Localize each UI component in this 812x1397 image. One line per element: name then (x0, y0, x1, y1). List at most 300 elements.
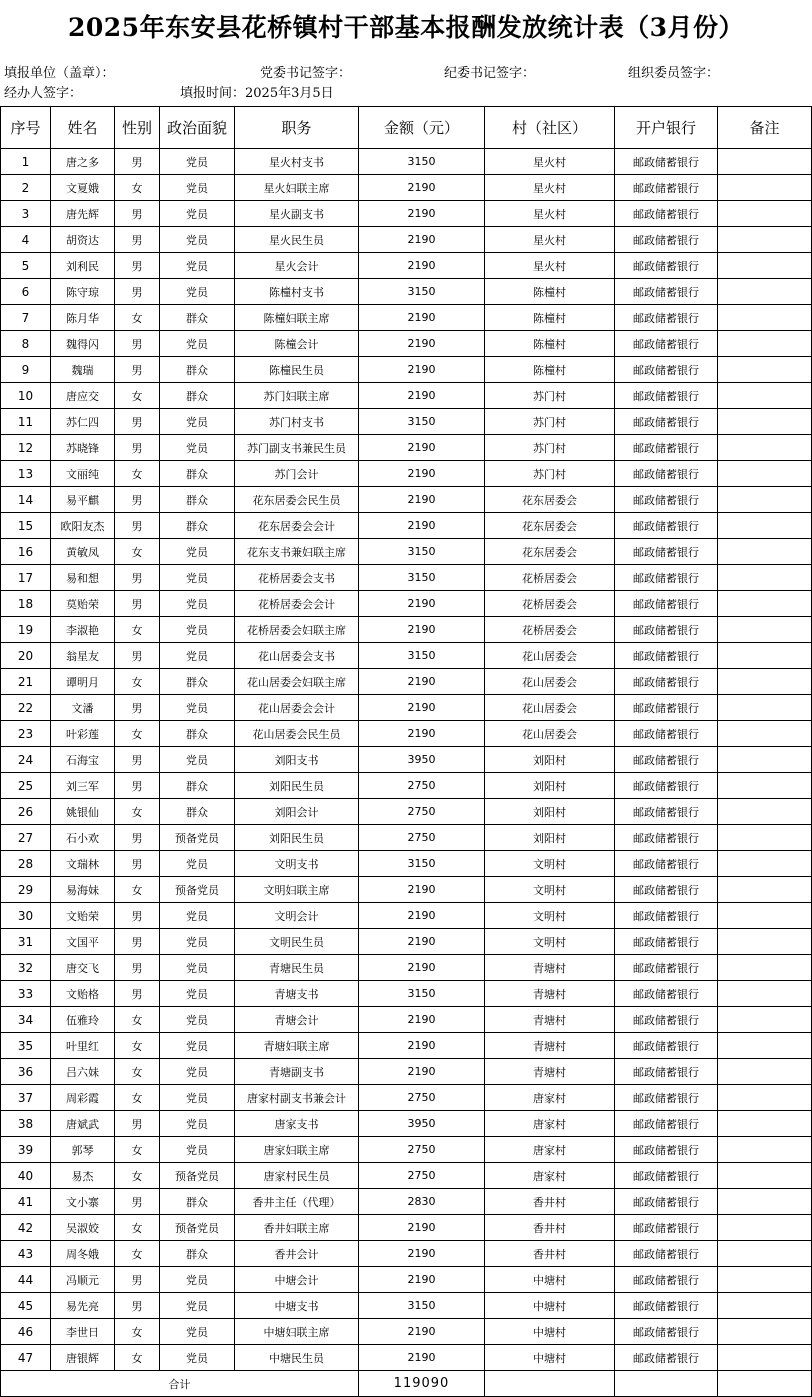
cell-position: 文明会计 (235, 903, 359, 929)
cell-political: 党员 (160, 981, 235, 1007)
cell-gender: 男 (115, 149, 160, 175)
table-row (1, 1267, 812, 1293)
cell-note (718, 721, 812, 747)
cell-political: 党员 (160, 331, 235, 357)
cell-name: 刘三军 (51, 773, 115, 799)
cell-bank: 邮政储蓄银行 (615, 435, 718, 461)
cell-bank: 邮政储蓄银行 (615, 175, 718, 201)
cell-name: 李世日 (51, 1319, 115, 1345)
cell-seq: 35 (1, 1033, 51, 1059)
cell-seq: 1 (1, 149, 51, 175)
party-secretary-label: 党委书记签字： (260, 66, 352, 81)
cell-name: 陈守琼 (51, 279, 115, 305)
cell-political: 党员 (160, 565, 235, 591)
cell-bank: 邮政储蓄银行 (615, 383, 718, 409)
cell-gender: 男 (115, 695, 160, 721)
cell-gender: 女 (115, 669, 160, 695)
cell-position: 星火村支书 (235, 149, 359, 175)
cell-name: 文瑞林 (51, 851, 115, 877)
cell-amount: 2750 (359, 773, 485, 799)
cell-position: 刘阳会计 (235, 799, 359, 825)
cell-political: 党员 (160, 253, 235, 279)
cell-village: 花桥居委会 (485, 565, 615, 591)
cell-position: 青塘副支书 (235, 1059, 359, 1085)
cell-political: 党员 (160, 851, 235, 877)
cell-note (718, 617, 812, 643)
cell-note (718, 409, 812, 435)
cell-note (718, 669, 812, 695)
cell-political: 党员 (160, 1293, 235, 1319)
cell-amount: 3150 (359, 643, 485, 669)
table-row (1, 357, 812, 383)
cell-position: 青塘民生员 (235, 955, 359, 981)
cell-seq: 10 (1, 383, 51, 409)
cell-gender: 男 (115, 435, 160, 461)
cell-name: 文小寨 (51, 1189, 115, 1215)
cell-note (718, 149, 812, 175)
cell-name: 苏晓锋 (51, 435, 115, 461)
discipline-secretary-label: 纪委书记签字： (444, 66, 536, 81)
cell-amount: 2190 (359, 721, 485, 747)
cell-gender: 男 (115, 331, 160, 357)
cell-political: 群众 (160, 461, 235, 487)
table-row (1, 1189, 812, 1215)
table-row (1, 227, 812, 253)
table-row (1, 1137, 812, 1163)
cell-gender: 女 (115, 1163, 160, 1189)
cell-name: 唐斌武 (51, 1111, 115, 1137)
cell-bank: 邮政储蓄银行 (615, 877, 718, 903)
cell-political: 群众 (160, 1189, 235, 1215)
cell-amount: 2190 (359, 1319, 485, 1345)
table-row (1, 1241, 812, 1267)
cell-gender: 女 (115, 383, 160, 409)
cell-position: 刘阳支书 (235, 747, 359, 773)
info-line-1 (4, 60, 808, 80)
cell-note (718, 487, 812, 513)
cell-village: 青塘村 (485, 1033, 615, 1059)
cell-amount: 3150 (359, 1293, 485, 1319)
cell-amount: 2190 (359, 1007, 485, 1033)
cell-gender: 男 (115, 1189, 160, 1215)
info-line-2 (4, 80, 808, 100)
cell-political: 党员 (160, 903, 235, 929)
cell-name: 易和想 (51, 565, 115, 591)
cell-village: 文明村 (485, 851, 615, 877)
cell-position: 苏门村支书 (235, 409, 359, 435)
cell-gender: 女 (115, 1345, 160, 1371)
cell-seq: 16 (1, 539, 51, 565)
cell-gender: 女 (115, 1085, 160, 1111)
cell-political: 群众 (160, 1241, 235, 1267)
cell-note (718, 461, 812, 487)
cell-name: 唐交飞 (51, 955, 115, 981)
cell-political: 党员 (160, 1085, 235, 1111)
cell-amount: 2830 (359, 1189, 485, 1215)
cell-position: 刘阳民生员 (235, 825, 359, 851)
column-header-gender: 性别 (115, 107, 160, 149)
cell-village: 苏门村 (485, 435, 615, 461)
cell-seq: 36 (1, 1059, 51, 1085)
cell-name: 易平麒 (51, 487, 115, 513)
cell-seq: 11 (1, 409, 51, 435)
cell-note (718, 383, 812, 409)
cell-position: 中塘妇联主席 (235, 1319, 359, 1345)
table-row (1, 305, 812, 331)
cell-name: 李淑艳 (51, 617, 115, 643)
cell-name: 易杰 (51, 1163, 115, 1189)
cell-bank: 邮政储蓄银行 (615, 1241, 718, 1267)
cell-name: 冯顺元 (51, 1267, 115, 1293)
cell-note (718, 331, 812, 357)
cell-gender: 男 (115, 1293, 160, 1319)
cell-gender: 男 (115, 487, 160, 513)
cell-amount: 2190 (359, 1345, 485, 1371)
cell-gender: 男 (115, 279, 160, 305)
table-row (1, 591, 812, 617)
cell-position: 苏门会计 (235, 461, 359, 487)
cell-position: 唐家村副支书兼会计 (235, 1085, 359, 1111)
cell-political: 党员 (160, 1111, 235, 1137)
cell-position: 星火妇联主席 (235, 175, 359, 201)
total-row (1, 1371, 812, 1397)
cell-village: 青塘村 (485, 1007, 615, 1033)
cell-seq: 13 (1, 461, 51, 487)
cell-gender: 男 (115, 773, 160, 799)
cell-political: 党员 (160, 409, 235, 435)
cell-gender: 女 (115, 175, 160, 201)
cell-village: 青塘村 (485, 955, 615, 981)
cell-village: 唐家村 (485, 1163, 615, 1189)
cell-note (718, 643, 812, 669)
cell-note (718, 1267, 812, 1293)
table-row (1, 799, 812, 825)
cell-political: 党员 (160, 279, 235, 305)
cell-seq: 30 (1, 903, 51, 929)
cell-bank: 邮政储蓄银行 (615, 1215, 718, 1241)
cell-name: 唐应交 (51, 383, 115, 409)
cell-gender: 男 (115, 747, 160, 773)
cell-bank: 邮政储蓄银行 (615, 799, 718, 825)
cell-bank: 邮政储蓄银行 (615, 1137, 718, 1163)
cell-seq: 46 (1, 1319, 51, 1345)
cell-bank: 邮政储蓄银行 (615, 851, 718, 877)
cell-note (718, 1241, 812, 1267)
compensation-table (0, 106, 812, 1397)
cell-bank: 邮政储蓄银行 (615, 1319, 718, 1345)
cell-political: 群众 (160, 669, 235, 695)
table-row (1, 487, 812, 513)
cell-position: 中塘民生员 (235, 1345, 359, 1371)
table-row (1, 981, 812, 1007)
cell-gender: 女 (115, 721, 160, 747)
cell-village: 花山居委会 (485, 669, 615, 695)
cell-village: 星火村 (485, 227, 615, 253)
cell-name: 叶彩莲 (51, 721, 115, 747)
cell-seq: 29 (1, 877, 51, 903)
cell-political: 党员 (160, 747, 235, 773)
cell-political: 党员 (160, 435, 235, 461)
cell-gender: 男 (115, 513, 160, 539)
cell-note (718, 929, 812, 955)
cell-seq: 9 (1, 357, 51, 383)
cell-seq: 33 (1, 981, 51, 1007)
cell-position: 香井会计 (235, 1241, 359, 1267)
cell-note (718, 539, 812, 565)
cell-political: 党员 (160, 201, 235, 227)
table-row (1, 1085, 812, 1111)
cell-position: 中塘支书 (235, 1293, 359, 1319)
cell-bank: 邮政储蓄银行 (615, 981, 718, 1007)
cell-bank: 邮政储蓄银行 (615, 331, 718, 357)
cell-amount: 3150 (359, 851, 485, 877)
cell-gender: 女 (115, 1137, 160, 1163)
cell-gender: 男 (115, 409, 160, 435)
column-header-position: 职务 (235, 107, 359, 149)
column-header-political: 政治面貌 (160, 107, 235, 149)
cell-village: 花东居委会 (485, 487, 615, 513)
cell-bank: 邮政储蓄银行 (615, 201, 718, 227)
cell-name: 石小欢 (51, 825, 115, 851)
cell-bank: 邮政储蓄银行 (615, 955, 718, 981)
cell-village: 唐家村 (485, 1111, 615, 1137)
cell-bank: 邮政储蓄银行 (615, 591, 718, 617)
cell-seq: 5 (1, 253, 51, 279)
cell-name: 郭琴 (51, 1137, 115, 1163)
table-row (1, 1007, 812, 1033)
cell-village: 唐家村 (485, 1085, 615, 1111)
cell-seq: 7 (1, 305, 51, 331)
cell-seq: 41 (1, 1189, 51, 1215)
table-row (1, 773, 812, 799)
cell-note (718, 591, 812, 617)
cell-position: 文明支书 (235, 851, 359, 877)
cell-gender: 女 (115, 799, 160, 825)
cell-note (718, 279, 812, 305)
cell-bank: 邮政储蓄银行 (615, 279, 718, 305)
cell-position: 陈橦妇联主席 (235, 305, 359, 331)
cell-note (718, 565, 812, 591)
cell-seq: 25 (1, 773, 51, 799)
cell-note (718, 1137, 812, 1163)
cell-gender: 男 (115, 565, 160, 591)
cell-position: 花桥居委会会计 (235, 591, 359, 617)
cell-amount: 2750 (359, 1085, 485, 1111)
cell-village: 中塘村 (485, 1319, 615, 1345)
cell-note (718, 1085, 812, 1111)
cell-amount: 2190 (359, 305, 485, 331)
cell-amount: 2190 (359, 461, 485, 487)
cell-note (718, 513, 812, 539)
cell-gender: 男 (115, 929, 160, 955)
column-header-amount: 金额（元） (359, 107, 485, 149)
cell-village: 香井村 (485, 1215, 615, 1241)
cell-bank: 邮政储蓄银行 (615, 721, 718, 747)
cell-village: 陈橦村 (485, 305, 615, 331)
cell-note (718, 1163, 812, 1189)
cell-political: 党员 (160, 1319, 235, 1345)
table-row (1, 1163, 812, 1189)
cell-position: 花山居委会支书 (235, 643, 359, 669)
cell-political: 党员 (160, 1007, 235, 1033)
cell-political: 党员 (160, 175, 235, 201)
cell-name: 魏瑞 (51, 357, 115, 383)
cell-amount: 2190 (359, 435, 485, 461)
cell-gender: 男 (115, 201, 160, 227)
cell-political: 预备党员 (160, 877, 235, 903)
unit-label: 填报单位（盖章）： (4, 66, 115, 81)
cell-seq: 8 (1, 331, 51, 357)
table-row (1, 669, 812, 695)
cell-name: 文国平 (51, 929, 115, 955)
cell-bank: 邮政储蓄银行 (615, 1345, 718, 1371)
table-row (1, 695, 812, 721)
cell-position: 陈橦村支书 (235, 279, 359, 305)
cell-gender: 男 (115, 851, 160, 877)
cell-name: 叶里红 (51, 1033, 115, 1059)
cell-bank: 邮政储蓄银行 (615, 695, 718, 721)
cell-seq: 37 (1, 1085, 51, 1111)
cell-amount: 3150 (359, 539, 485, 565)
cell-position: 星火副支书 (235, 201, 359, 227)
cell-amount: 2190 (359, 175, 485, 201)
cell-name: 易海妹 (51, 877, 115, 903)
cell-village: 花山居委会 (485, 695, 615, 721)
cell-political: 党员 (160, 695, 235, 721)
cell-note (718, 981, 812, 1007)
cell-note (718, 1319, 812, 1345)
cell-amount: 2190 (359, 903, 485, 929)
cell-village: 花东居委会 (485, 513, 615, 539)
cell-seq: 26 (1, 799, 51, 825)
cell-position: 青塘支书 (235, 981, 359, 1007)
cell-seq: 28 (1, 851, 51, 877)
cell-name: 胡资达 (51, 227, 115, 253)
cell-bank: 邮政储蓄银行 (615, 617, 718, 643)
cell-note (718, 305, 812, 331)
cell-seq: 34 (1, 1007, 51, 1033)
cell-gender: 女 (115, 539, 160, 565)
cell-village: 花桥居委会 (485, 591, 615, 617)
cell-political: 党员 (160, 539, 235, 565)
cell-seq: 6 (1, 279, 51, 305)
cell-bank: 邮政储蓄银行 (615, 565, 718, 591)
cell-name: 周彩霞 (51, 1085, 115, 1111)
cell-village: 刘阳村 (485, 799, 615, 825)
cell-amount: 2190 (359, 695, 485, 721)
cell-note (718, 1189, 812, 1215)
cell-bank: 邮政储蓄银行 (615, 929, 718, 955)
cell-seq: 39 (1, 1137, 51, 1163)
cell-gender: 女 (115, 1059, 160, 1085)
cell-village: 花山居委会 (485, 643, 615, 669)
cell-bank: 邮政储蓄银行 (615, 1085, 718, 1111)
table-row (1, 331, 812, 357)
cell-amount: 2190 (359, 383, 485, 409)
cell-gender: 女 (115, 1007, 160, 1033)
cell-name: 谭明月 (51, 669, 115, 695)
cell-position: 陈橦会计 (235, 331, 359, 357)
cell-gender: 女 (115, 1033, 160, 1059)
table-row (1, 877, 812, 903)
cell-amount: 3150 (359, 409, 485, 435)
cell-political: 群众 (160, 799, 235, 825)
total-bank-cell (615, 1371, 718, 1397)
cell-bank: 邮政储蓄银行 (615, 357, 718, 383)
cell-name: 周冬娥 (51, 1241, 115, 1267)
cell-amount: 2190 (359, 1215, 485, 1241)
cell-political: 党员 (160, 929, 235, 955)
cell-seq: 40 (1, 1163, 51, 1189)
cell-note (718, 201, 812, 227)
table-row (1, 461, 812, 487)
cell-seq: 22 (1, 695, 51, 721)
cell-amount: 2190 (359, 669, 485, 695)
cell-amount: 2750 (359, 1163, 485, 1189)
cell-village: 中塘村 (485, 1293, 615, 1319)
cell-bank: 邮政储蓄银行 (615, 253, 718, 279)
cell-amount: 3150 (359, 279, 485, 305)
cell-seq: 32 (1, 955, 51, 981)
cell-position: 唐家支书 (235, 1111, 359, 1137)
organization-member-label: 组织委员签字： (628, 66, 720, 81)
cell-village: 中塘村 (485, 1345, 615, 1371)
cell-political: 群众 (160, 383, 235, 409)
cell-village: 香井村 (485, 1189, 615, 1215)
cell-note (718, 903, 812, 929)
table-row (1, 383, 812, 409)
cell-village: 青塘村 (485, 981, 615, 1007)
cell-note (718, 1033, 812, 1059)
cell-position: 香井主任（代理） (235, 1189, 359, 1215)
cell-note (718, 1007, 812, 1033)
cell-political: 群众 (160, 357, 235, 383)
cell-seq: 21 (1, 669, 51, 695)
cell-note (718, 253, 812, 279)
cell-seq: 44 (1, 1267, 51, 1293)
cell-amount: 3150 (359, 149, 485, 175)
cell-name: 莫贻荣 (51, 591, 115, 617)
cell-village: 花东居委会 (485, 539, 615, 565)
cell-note (718, 1215, 812, 1241)
cell-note (718, 1111, 812, 1137)
table-row (1, 1033, 812, 1059)
cell-position: 花东居委会民生员 (235, 487, 359, 513)
table-row (1, 175, 812, 201)
table-row (1, 435, 812, 461)
cell-village: 中塘村 (485, 1267, 615, 1293)
cell-village: 文明村 (485, 929, 615, 955)
cell-amount: 2190 (359, 331, 485, 357)
cell-note (718, 825, 812, 851)
cell-seq: 38 (1, 1111, 51, 1137)
cell-position: 文明民生员 (235, 929, 359, 955)
cell-position: 苏门妇联主席 (235, 383, 359, 409)
cell-bank: 邮政储蓄银行 (615, 1189, 718, 1215)
cell-note (718, 851, 812, 877)
cell-amount: 3950 (359, 747, 485, 773)
table-row (1, 201, 812, 227)
table-row (1, 851, 812, 877)
cell-bank: 邮政储蓄银行 (615, 539, 718, 565)
cell-gender: 男 (115, 1111, 160, 1137)
column-header-name: 姓名 (51, 107, 115, 149)
page-title: 2025年东安县花桥镇村干部基本报酬发放统计表（3月份） (68, 13, 744, 42)
cell-bank: 邮政储蓄银行 (615, 747, 718, 773)
cell-political: 党员 (160, 1345, 235, 1371)
cell-bank: 邮政储蓄银行 (615, 149, 718, 175)
cell-note (718, 1345, 812, 1371)
